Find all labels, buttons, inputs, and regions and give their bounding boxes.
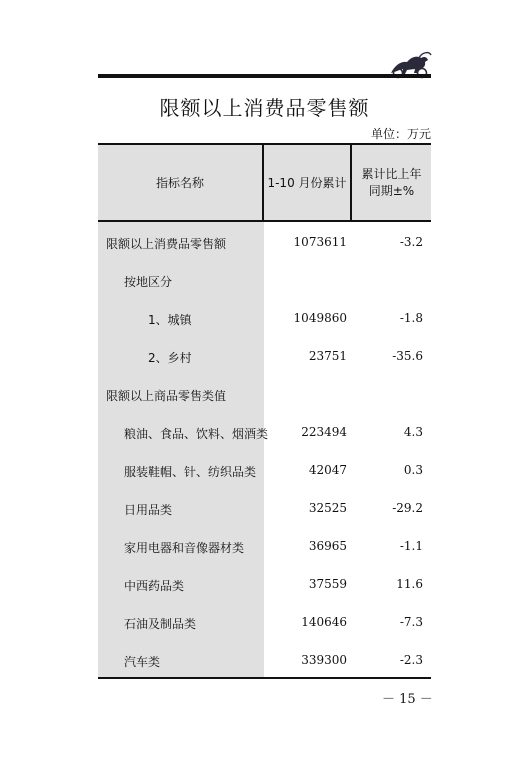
row-cumulative: 1049860 [293, 311, 347, 325]
page-title: 限额以上消费品零售额 [159, 96, 370, 120]
table-row [98, 425, 431, 445]
row-name: 石油及制品类 [124, 617, 197, 631]
row-yoy: 0.3 [403, 463, 423, 477]
row-name: 按地区分 [124, 275, 173, 289]
table-row [98, 387, 431, 407]
header-name: 指标名称 [98, 145, 264, 220]
row-name: 2、乡村 [148, 351, 192, 365]
row-cumulative: 339300 [301, 653, 347, 667]
row-cumulative: 42047 [308, 463, 347, 477]
header-yoy [352, 145, 431, 220]
row-yoy: -1.1 [399, 539, 423, 553]
row-name: 中西药品类 [124, 579, 185, 593]
row-name: 1、城镇 [148, 313, 192, 327]
table-row [98, 653, 431, 673]
header-yoy-line2: 同期±% [368, 183, 415, 198]
row-name: 日用品类 [124, 503, 173, 517]
table-row [98, 539, 431, 559]
row-name: 服装鞋帽、针、纺织品类 [124, 465, 257, 479]
row-cumulative: 37559 [308, 577, 347, 591]
unit-label: 单位：万元 [370, 127, 431, 141]
table-row [98, 235, 431, 255]
row-name: 限额以上消费品零售额 [106, 237, 227, 251]
row-yoy: -7.3 [399, 615, 423, 629]
row-yoy: -1.8 [399, 311, 423, 325]
row-yoy: -3.2 [399, 235, 423, 249]
row-yoy: 11.6 [396, 577, 423, 591]
row-name: 粮油、食品、饮料、烟酒类 [124, 427, 269, 441]
row-cumulative: 1073611 [293, 235, 347, 249]
top-rule [98, 74, 431, 78]
row-yoy: -2.3 [399, 653, 423, 667]
table-row [98, 273, 431, 293]
row-yoy: -35.6 [392, 349, 423, 363]
table-header [98, 143, 431, 222]
row-cumulative: 23751 [308, 349, 347, 363]
row-name: 汽车类 [124, 655, 161, 669]
row-name: 家用电器和音像器材类 [124, 541, 245, 555]
page-number: － 15 － [382, 692, 433, 707]
row-name: 限额以上商品零售类值 [106, 389, 227, 403]
table-row [98, 311, 431, 331]
retail-sales-table [98, 143, 431, 679]
row-cumulative: 140646 [301, 615, 347, 629]
row-cumulative: 32525 [308, 501, 347, 515]
header-yoy-line1: 累计比上年 [361, 166, 422, 181]
table-row [98, 501, 431, 521]
table-row [98, 577, 431, 597]
header-cumulative: 1-10 月份累计 [264, 145, 352, 220]
table-body [98, 222, 431, 679]
table-row [98, 349, 431, 369]
row-yoy: 4.3 [403, 425, 423, 439]
row-cumulative: 223494 [301, 425, 347, 439]
table-row [98, 615, 431, 635]
row-yoy: -29.2 [392, 501, 423, 515]
row-cumulative: 36965 [308, 539, 347, 553]
table-row [98, 463, 431, 483]
